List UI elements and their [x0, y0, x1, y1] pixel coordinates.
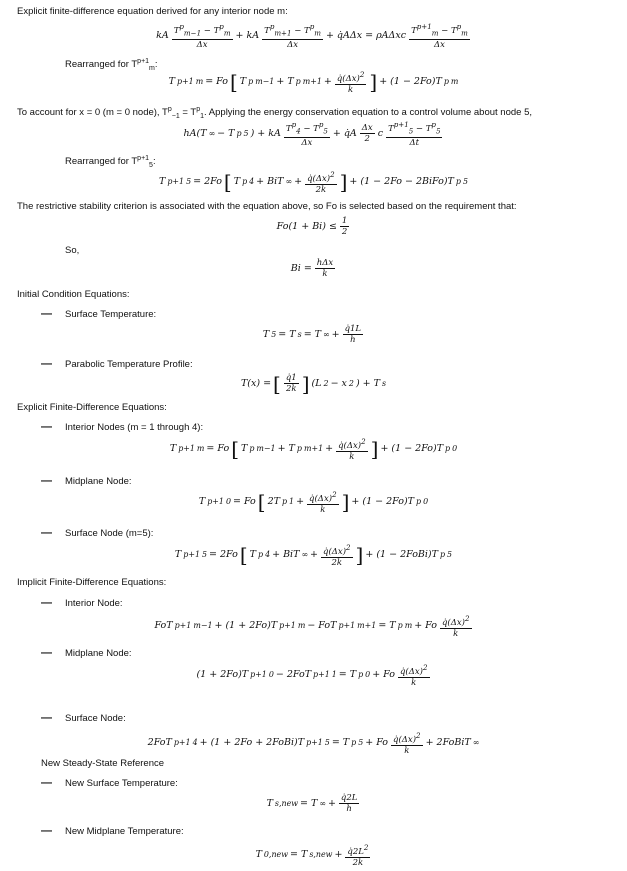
equation-rearranged-interior: T p+1 m = Fo [ T p m−1 + T p m+1 + $q̇(\Delta x)^2$ k ] + (1 − 2Fo)T p m	[168, 70, 459, 95]
heading-explicit-fd: Explicit Finite-Difference Equations:	[17, 402, 167, 413]
bullet-surface-explicit: —	[41, 527, 52, 539]
equation-rearranged-node5: T p+1 5 = 2Fo [ T p 4 + BiT ∞ + $q̇(\Delta x)^2$ 2k ] + (1 − 2Fo − 2BiFo)T p 5	[159, 170, 468, 195]
equation-parabolic-profile: T(x) = [ q̇1 2k ] (L 2 − x 2 ) + T s	[240, 371, 387, 396]
label-parabolic-profile: Parabolic Temperature Profile:	[65, 359, 193, 370]
bullet-interior-nodes: —	[41, 421, 52, 433]
label-new-midplane-temp: New Midplane Temperature:	[65, 826, 184, 837]
equation-explicit-interior: T p+1 m = Fo [ T p m−1 + T p m+1 + $q̇(\Delta x)^2$ k ] + (1 − 2Fo)T p 0	[169, 437, 458, 462]
text-so: So,	[65, 245, 80, 256]
bullet-midplane-explicit: —	[41, 475, 52, 487]
label-interior-nodes: Interior Nodes (m = 1 through 4):	[65, 422, 204, 433]
heading-initial-condition: Initial Condition Equations:	[17, 289, 130, 300]
equation-stability: Fo(1 + Bi) ≤ $\frac{1}{2}$	[276, 216, 348, 237]
text-boundary-node5: To account for x = 0 (m = 0 node), $T^p_{-1} = T^p_1$. Applying the energy conservation equation to a control volume about node 5,	[17, 106, 533, 121]
label-interior-implicit: Interior Node:	[65, 598, 123, 609]
equation-energy-balance-node5: hA(T ∞ − T p 5 ) + kA $T^p_4 - T^p_5$ Δx + q̇A Δx 2 c $T^{p+1}_5 - T^p_5$ Δt	[183, 120, 441, 148]
equation-biot: Bi = hΔx k	[290, 258, 334, 279]
heading-explicit-interior: Explicit finite-difference equation derived for any interior node m:	[17, 6, 288, 17]
equation-new-surface-temp: T s,new = T ∞ + q̇2L h	[266, 793, 358, 814]
label-surface-temperature: Surface Temperature:	[65, 309, 157, 320]
equation-energy-balance-interior: kA $T^p_{m-1} - T^p_m$ Δx + kA $T^p_{m+1} - T^p_m$ Δx + q̇AΔx = ρAΔxc $T^{p+1}_m - T^p_m$ Δx	[156, 22, 468, 50]
equation-implicit-interior: FoT p+1 m−1 + (1 + 2Fo)T p+1 m − FoT p+1 m+1 = T p m + Fo $q̇(\Delta x)^2$ k	[154, 614, 470, 639]
bullet-interior-implicit: —	[41, 597, 52, 609]
label-new-surface-temp: New Surface Temperature:	[65, 778, 178, 789]
label-surface-implicit: Surface Node:	[65, 713, 126, 724]
heading-implicit-fd: Implicit Finite-Difference Equations:	[17, 577, 167, 588]
bullet-parabolic: —	[41, 358, 52, 370]
equation-explicit-surface: T p+1 5 = 2Fo [ T p 4 + BiT ∞ + $q̇(\Delta x)^2$ 2k ] + (1 − 2FoBi)T p 5	[174, 543, 453, 568]
text-rearranged-tm: Rearranged for $T^{p+1}_m$:	[65, 58, 158, 73]
bullet-surface-implicit: —	[41, 712, 52, 724]
text-rearranged-t5: Rearranged for $T^{p+1}_5$:	[65, 155, 156, 170]
label-surface-explicit: Surface Node (m=5):	[65, 528, 154, 539]
label-midplane-explicit: Midplane Node:	[65, 476, 132, 487]
equation-new-midplane-temp: T 0,new = T s,new + $q̇2L^2$ 2k	[255, 843, 369, 868]
equation-implicit-midplane: (1 + 2Fo)T p+1 0 − 2FoT p+1 1 = T p 0 + Fo $q̇(\Delta x)^2$ k	[196, 663, 428, 688]
equation-surface-temperature: T 5 = T s = T ∞ + q̇1L h	[262, 324, 362, 345]
bullet-midplane-implicit: —	[41, 647, 52, 659]
equation-implicit-surface: 2FoT p+1 4 + (1 + 2Fo + 2FoBi)T p+1 5 = T p 5 + Fo $q̇(\Delta x)^2$ k + 2FoBiT ∞	[147, 731, 480, 756]
bullet-new-surface: —	[41, 777, 52, 789]
text-stability-criterion: The restrictive stability criterion is associated with the equation above, so Fo is selected based on the requirement that:	[17, 201, 517, 212]
label-midplane-implicit: Midplane Node:	[65, 648, 132, 659]
heading-new-steady-state: New Steady-State Reference	[41, 758, 165, 769]
equation-explicit-midplane: T p+1 0 = Fo [ 2T p 1 + $q̇(\Delta x)^2$ k ] + (1 − 2Fo)T p 0	[198, 490, 429, 515]
bullet-new-midplane: —	[41, 825, 52, 837]
bullet-surface-temp: —	[41, 308, 52, 320]
